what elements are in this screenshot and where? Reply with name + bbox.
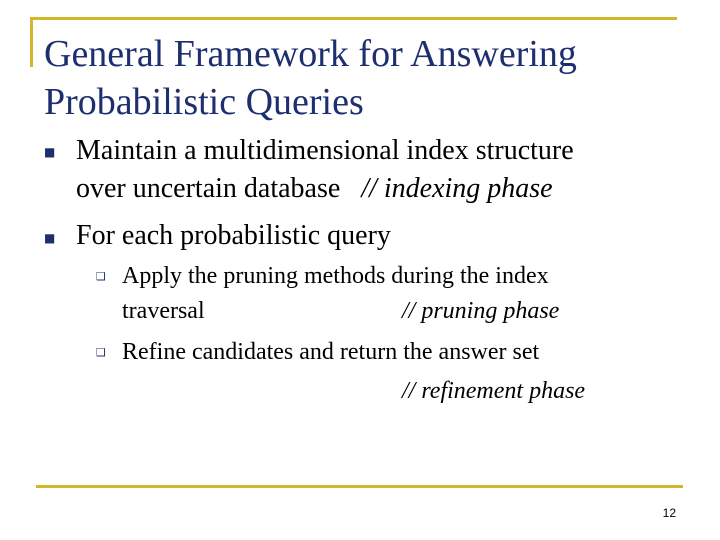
bullet-1-line-1: Maintain a multidimensional index structure — [76, 135, 574, 166]
bullet-1-line-2-text: over uncertain database — [76, 173, 362, 204]
bullet-square-icon: ■ — [44, 145, 56, 159]
sub-bullet-2-comment: // refinement phase — [402, 378, 586, 404]
bottom-accent-line — [36, 485, 683, 488]
page-number: 12 — [662, 506, 676, 520]
slide-title-line-2: Probabilistic Queries — [44, 81, 364, 123]
sub-bullet-2-line-1: Refine candidates and return the answer set — [122, 339, 540, 365]
sub-bullet-1-line-1: Apply the pruning methods during the index — [122, 263, 549, 289]
bullet-square-icon: ■ — [44, 231, 56, 245]
bullet-1-line-2 — [76, 171, 553, 207]
slide-title-line-1: General Framework for Answering — [44, 33, 577, 75]
slide-title — [44, 30, 694, 126]
sub-bullet-box-icon: ❑ — [96, 270, 106, 283]
left-accent-line — [30, 17, 33, 67]
sub-bullet-1-comment: // pruning phase — [402, 298, 560, 324]
sub-bullet-1-line-2-text: traversal — [122, 298, 205, 324]
top-accent-line — [30, 17, 677, 20]
bullet-2-line-1: For each probabilistic query — [76, 220, 391, 251]
bullet-1-comment: // indexing phase — [361, 173, 553, 204]
sub-bullet-box-icon: ❑ — [96, 346, 106, 359]
